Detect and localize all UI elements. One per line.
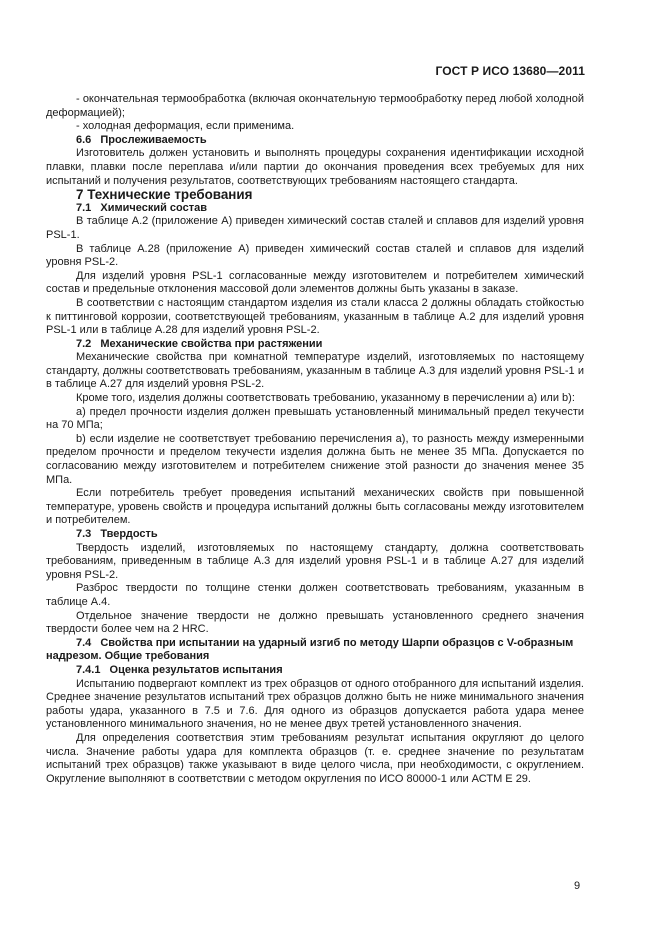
section-heading — [46, 188, 584, 202]
subsection-heading — [46, 202, 584, 216]
heading-number: 7.4 — [76, 636, 92, 649]
paragraph: В таблице А.28 (приложение А) приведен химический состав сталей и сплавов для изделий уровня PSL-2. — [46, 242, 584, 269]
heading-number: 7 — [76, 187, 84, 203]
heading-title: Технические требования — [87, 187, 253, 203]
paragraph: Отдельное значение твердости не должно превышать установленного среднего значения твердости более чем на 2 HRC. — [46, 609, 584, 636]
paragraph: а) предел прочности изделия должен превышать установленный минимальный предел текучести на 70 МПа; — [46, 405, 584, 432]
subsection-heading — [46, 338, 584, 352]
subsection-heading — [46, 134, 584, 148]
paragraph: Для изделий уровня PSL-1 согласованные между изготовителем и потребителем химический состав и предельные отклонения массовой доли элементов должны быть указаны в заказе. — [46, 269, 584, 296]
paragraph: Для определения соответствия этим требованиям результат испытания округляют до целого числа. Значение работы удара для комплекта образцов (т. е. среднее значение по результатам испытаний трех образцов) также указывают в виде целого числа, при необходимости, с округлением. Округление выполняют в соответствии с методом округления по ИСО 80000-1 или АСТМ Е 29. — [46, 731, 584, 785]
heading-title: Механические свойства при растяжении — [100, 337, 323, 350]
heading-number: 6.6 — [76, 133, 92, 146]
paragraph: Разброс твердости по толщине стенки должен соответствовать требованиям, указанным в таблице А.4. — [46, 582, 584, 608]
heading-number: 7.1 — [76, 201, 92, 214]
paragraph: Твердость изделий, изготовляемых по настоящему стандарту, должна соответствовать требованиям, приведенным в таблице А.3 для изделий уровня PSL-1 и в таблице А.27 для изделий уровня PSL-2. — [46, 541, 584, 581]
paragraph: b) если изделие не соответствует требованию перечисления а), то разность между измеренными пределом прочности и пределом текучести изделия должна быть не менее 35 МПа. Допускается по согласованию между изготовителем и потребителем снижение этой разности до значения менее 35 МПа. — [46, 432, 584, 486]
heading-title: Химический состав — [100, 201, 207, 214]
paragraph: Испытанию подвергают комплект из трех образцов от одного отобранного для испытаний изделия. Среднее значение результатов испытаний трех образцов должно быть не ниже минимального значения работы удара, указанного в 7.5 и 7.6. Для одного из образцов допускается работа удара менее установленного минимального значения, но не менее двух третей установленного значения. — [46, 677, 584, 731]
heading-number: 7.4.1 — [76, 663, 101, 676]
paragraph: В таблице А.2 (приложение А) приведен химический состав сталей и сплавов для изделий уровня PSL-1. — [46, 215, 584, 241]
page-number: 9 — [574, 880, 581, 892]
heading-title: Прослеживаемость — [100, 133, 207, 146]
paragraph: - холодная деформация, если применима. — [76, 120, 295, 133]
heading-number: 7.3 — [76, 528, 92, 540]
heading-title: Свойства при испытании на ударный изгиб по методу Шарпи образцов с V-образным надрезом. Общие требования — [46, 636, 574, 663]
document-header: ГОСТ Р ИСО 13680—2011 — [435, 64, 585, 78]
paragraph: Кроме того, изделия должны соответствовать требованию, указанному в перечислении а) или b): — [76, 392, 575, 405]
paragraph: - окончательная термообработка (включая окончательную термообработку перед любой холодной деформацией); — [46, 93, 584, 119]
subsection-heading — [46, 637, 584, 664]
paragraph: Изготовитель должен установить и выполнять процедуры сохранения идентификации исходной плавки, плавки после переплава и/или партии до окончания проведения всех требуемых для них испытаний и получения результатов, соответствующих требованиям настоящего стандарта. — [46, 147, 584, 187]
paragraph: В соответствии с настоящим стандартом изделия из стали класса 2 должны обладать стойкостью к питтинговой коррозии, соответствующей требованиям, указанным в таблице А.2 для изделий уровня PSL-1 или в таблице А.28 для изделий уровня PSL-2. — [46, 296, 584, 337]
subsection-heading — [46, 528, 584, 542]
paragraph: Если потребитель требует проведения испытаний механических свойств при повышенной температуре, уровень свойств и процедура испытаний должны быть согласованы между изготовителем и потребителем. — [46, 487, 584, 527]
document-body — [46, 93, 584, 786]
heading-title: Оценка результатов испытания — [109, 663, 283, 676]
subsection-heading — [46, 664, 584, 678]
heading-number: 7.2 — [76, 337, 92, 350]
heading-title: Твердость — [100, 528, 158, 540]
paragraph: Механические свойства при комнатной температуре изделий, изготовляемых по настоящему стандарту, должны соответствовать требованиям, указанным в таблице А.3 для изделий уровня PSL-1 и в таблице А.27 для изделий уровня PSL-2. — [46, 351, 584, 391]
